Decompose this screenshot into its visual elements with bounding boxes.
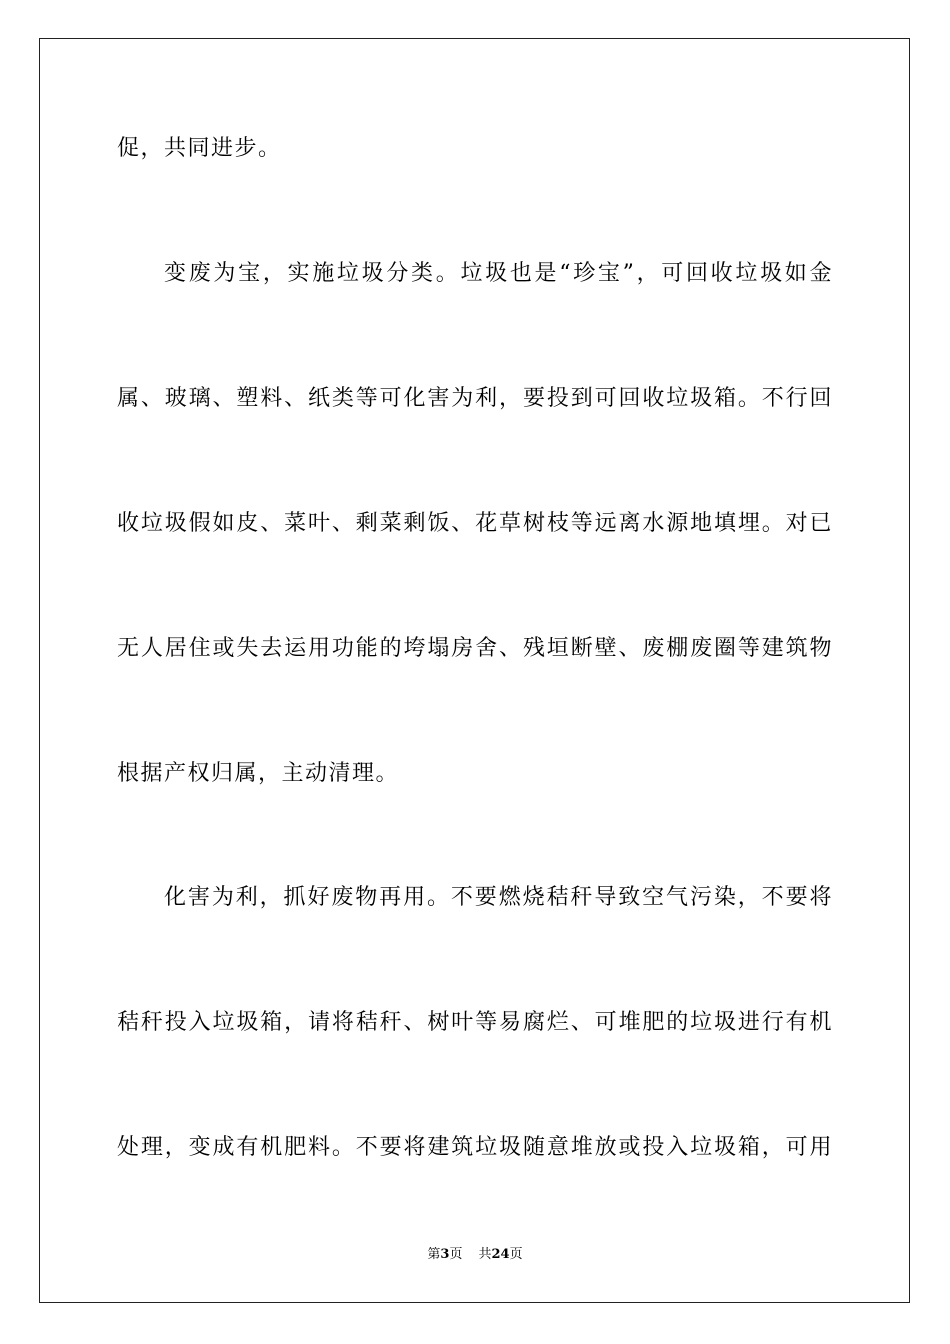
page-suffix: 页 bbox=[449, 1247, 463, 1262]
page-prefix: 第 bbox=[427, 1247, 441, 1262]
text-line-4: 收垃圾假如皮、菜叶、剩菜剩饭、花草树枝等远离水源地填埋。对已 bbox=[117, 511, 833, 536]
total-suffix: 页 bbox=[509, 1247, 523, 1262]
total-prefix: 共 bbox=[478, 1247, 492, 1262]
page-footer bbox=[0, 1246, 950, 1264]
text-line-9: 处理，变成有机肥料。不要将建筑垃圾随意堆放或投入垃圾箱，可用 bbox=[117, 1135, 833, 1160]
page-number: 3 bbox=[440, 1247, 450, 1262]
text-line-3: 属、玻璃、塑料、纸类等可化害为利，要投到可回收垃圾箱。不行回 bbox=[117, 386, 833, 411]
text-line-8: 秸秆投入垃圾箱，请将秸秆、树叶等易腐烂、可堆肥的垃圾进行有机 bbox=[117, 1010, 833, 1035]
text-line-5: 无人居住或失去运用功能的垮塌房舍、残垣断壁、废棚废圈等建筑物 bbox=[117, 636, 833, 661]
text-line-1: 促，共同进步。 bbox=[117, 136, 282, 161]
total-pages: 24 bbox=[491, 1247, 510, 1262]
text-line-6: 根据产权归属，主动清理。 bbox=[117, 761, 400, 786]
text-line-7: 化害为利，抓好废物再用。不要燃烧秸秆导致空气污染，不要将 bbox=[164, 885, 833, 910]
page-border bbox=[39, 38, 910, 1303]
text-line-2: 变废为宝，实施垃圾分类。垃圾也是“珍宝”，可回收垃圾如金 bbox=[164, 261, 833, 286]
